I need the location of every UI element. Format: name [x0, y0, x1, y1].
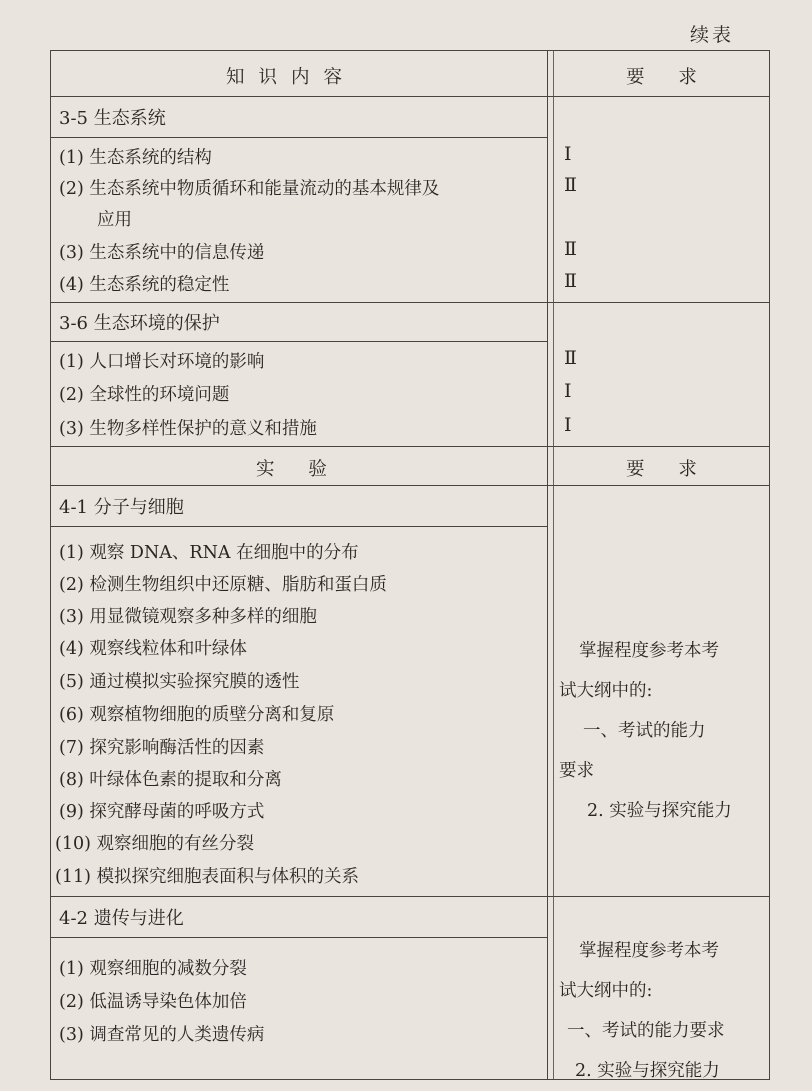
list-item: (2) 检测生物组织中还原糖、脂肪和蛋白质: [59, 575, 387, 595]
level-mark: Ⅰ: [564, 414, 572, 436]
list-item: (1) 观察细胞的减数分裂: [59, 959, 247, 979]
row-divider: [51, 896, 769, 897]
list-item: (1) 观察 DNA、RNA 在细胞中的分布: [59, 543, 359, 563]
list-item: (4) 观察线粒体和叶绿体: [59, 639, 247, 659]
list-item-continuation: 应用: [97, 210, 132, 230]
row-divider: [51, 96, 769, 97]
row-divider: [51, 446, 769, 447]
header-requirement-2: 要 求: [626, 459, 711, 480]
header-requirement: 要 求: [626, 67, 711, 88]
level-mark: Ⅱ: [564, 347, 577, 369]
column-divider-inner: [553, 51, 554, 1079]
list-item: (1) 人口增长对环境的影响: [59, 352, 265, 372]
section-title-4-2: 4-2 遗传与进化: [59, 908, 184, 929]
row-divider: [51, 485, 769, 486]
level-mark: Ⅱ: [564, 174, 577, 196]
list-item: (4) 生态系统的稳定性: [59, 275, 230, 295]
header-knowledge-content: 知识内容: [226, 67, 357, 88]
list-item: (11) 模拟探究细胞表面积与体积的关系: [55, 867, 359, 887]
section-title-3-5: 3-5 生态系统: [59, 108, 166, 129]
list-item: (1) 生态系统的结构: [59, 148, 212, 168]
note-line: 要求: [559, 761, 594, 781]
list-item: (3) 生物多样性保护的意义和措施: [59, 419, 317, 439]
continued-label: 续表: [690, 24, 735, 46]
row-divider: [51, 937, 547, 938]
list-item: (3) 生态系统中的信息传递: [59, 243, 265, 263]
row-divider: [51, 302, 769, 303]
list-item: (6) 观察植物细胞的质壁分离和复原: [59, 705, 335, 725]
list-item: (3) 调查常见的人类遗传病: [59, 1025, 265, 1045]
list-item: (3) 用显微镜观察多种多样的细胞: [59, 607, 317, 627]
list-item: (9) 探究酵母菌的呼吸方式: [59, 802, 265, 822]
list-item: (5) 通过模拟实验探究膜的透性: [59, 672, 300, 692]
row-divider: [51, 526, 547, 527]
list-item: (8) 叶绿体色素的提取和分离: [59, 770, 282, 790]
level-mark: Ⅰ: [564, 380, 572, 402]
level-mark: Ⅱ: [564, 238, 577, 260]
requirement-note-4-1: [555, 631, 763, 831]
note-line: 掌握程度参考本考: [579, 941, 719, 961]
note-line: 2. 实验与探究能力: [575, 1061, 720, 1081]
row-divider: [51, 341, 547, 342]
header-experiment: 实 验: [256, 459, 341, 480]
note-line: 2. 实验与探究能力: [587, 801, 732, 821]
section-title-3-6: 3-6 生态环境的保护: [59, 313, 220, 334]
list-item: (2) 低温诱导染色体加倍: [59, 992, 247, 1012]
list-item: (2) 全球性的环境问题: [59, 385, 230, 405]
requirement-note-4-2: [555, 931, 763, 1091]
note-line: 试大纲中的:: [559, 681, 653, 701]
note-line: 一、考试的能力: [583, 721, 706, 741]
syllabus-table: [50, 50, 770, 1080]
list-item: (10) 观察细胞的有丝分裂: [55, 834, 254, 854]
note-line: 掌握程度参考本考: [579, 641, 719, 661]
note-line: 试大纲中的:: [559, 981, 653, 1001]
level-mark: Ⅱ: [564, 270, 577, 292]
level-mark: Ⅰ: [564, 143, 572, 165]
section-title-4-1: 4-1 分子与细胞: [59, 497, 184, 518]
note-line: 一、考试的能力要求: [567, 1021, 725, 1041]
column-divider: [547, 51, 548, 1079]
row-divider: [51, 137, 547, 138]
list-item: (2) 生态系统中物质循环和能量流动的基本规律及: [59, 179, 440, 199]
list-item: (7) 探究影响酶活性的因素: [59, 738, 265, 758]
